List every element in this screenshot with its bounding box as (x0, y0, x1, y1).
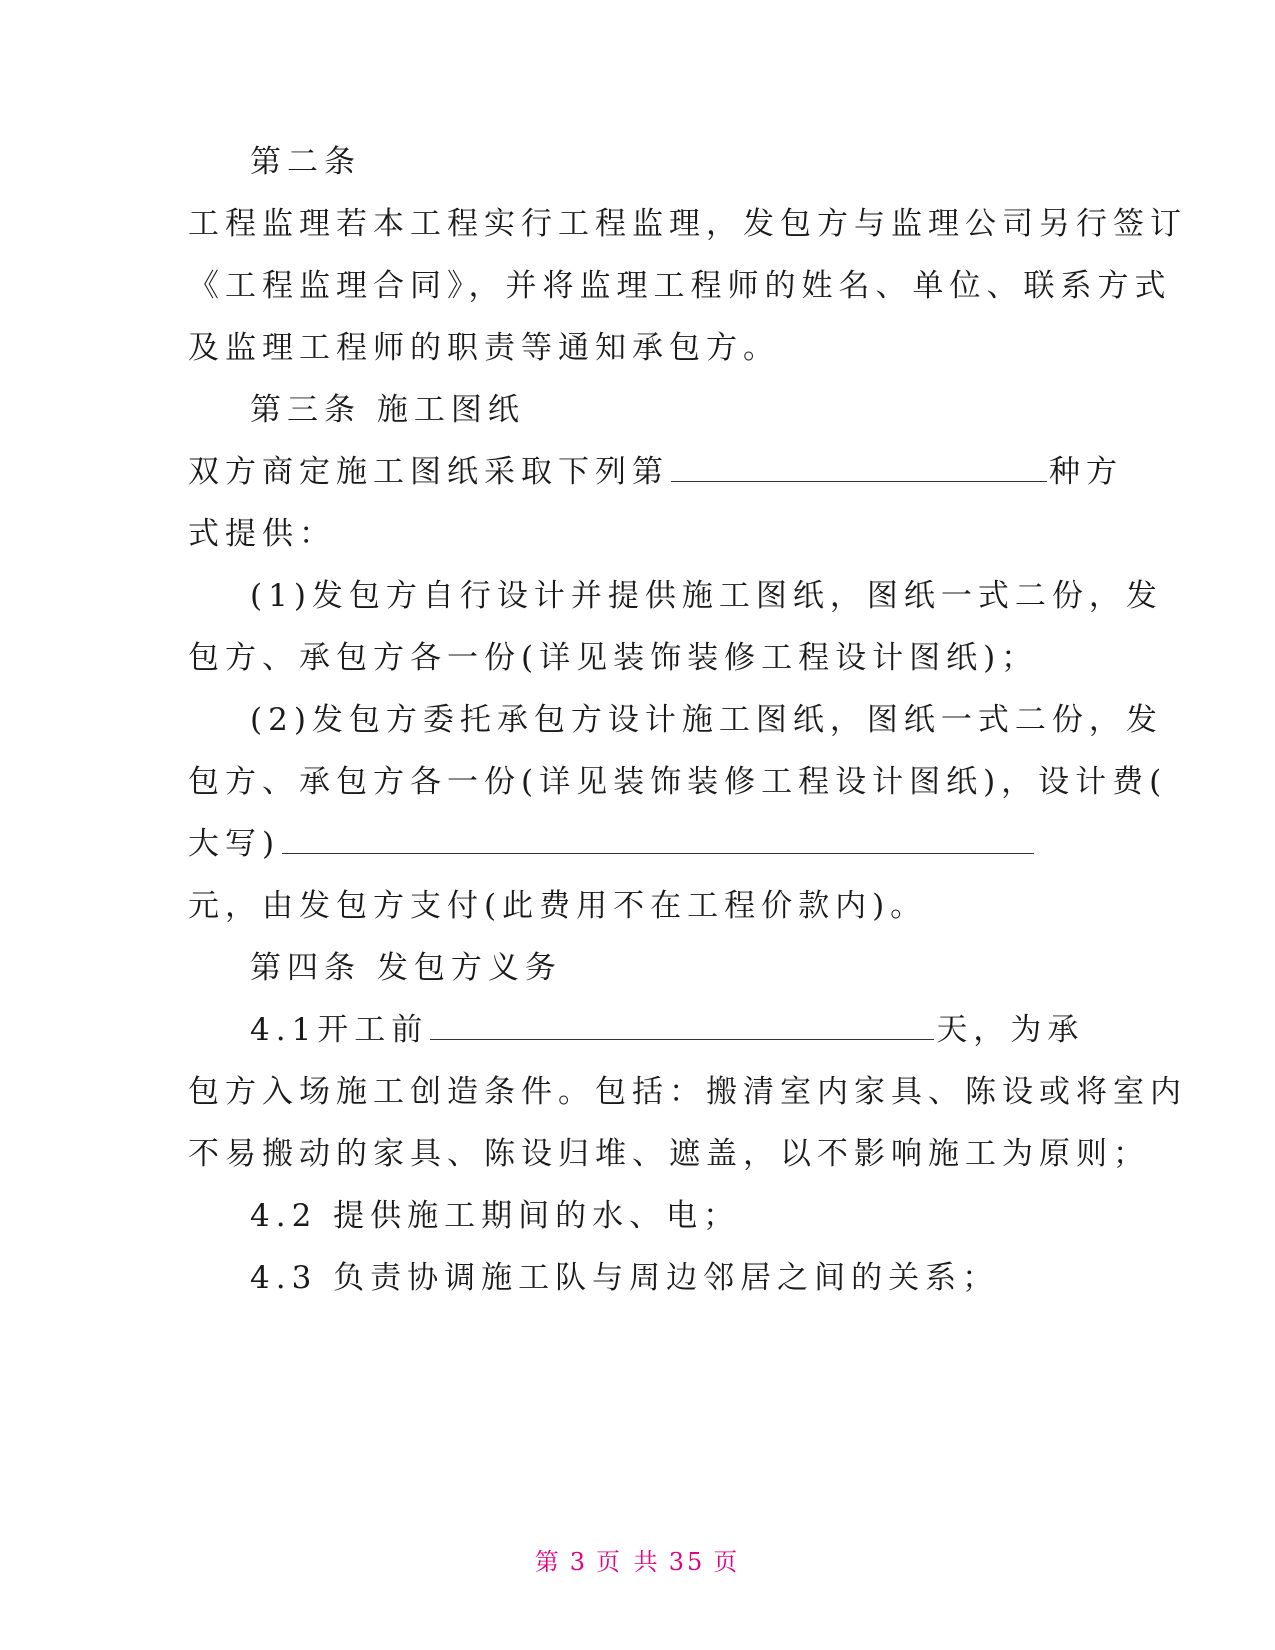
clause-4-1-line (250, 1010, 1150, 1050)
paragraph-line: 及监理工程师的职责等通知承包方。 (188, 330, 780, 366)
footer-prefix: 第 (534, 1548, 562, 1576)
drawing-method-label: 双方商定施工图纸采取下列第 (188, 454, 669, 490)
days-before-start-blank[interactable] (430, 1013, 934, 1040)
paragraph-line: 包方、承包方各一份(详见装饰装修工程设计图纸)，设计费( (188, 764, 1168, 800)
footer-total-pages: 35 (668, 1548, 706, 1576)
design-fee-blank[interactable] (282, 827, 1034, 854)
page-footer (0, 1542, 1275, 1577)
paragraph-line: 包方、承包方各一份(详见装饰装修工程设计图纸)； (188, 640, 1039, 676)
paragraph-line: 元，由发包方支付(此费用不在工程价款内)。 (188, 888, 928, 924)
paragraph-line: 式提供： (188, 516, 336, 552)
footer-page-number: 3 (569, 1548, 589, 1576)
footer-suffix: 页 (713, 1548, 741, 1576)
drawing-method-blank[interactable] (671, 455, 1047, 482)
option-1-line: (1)发包方自行设计并提供施工图纸，图纸一式二份，发 (250, 578, 1163, 614)
drawing-method-suffix: 种方 (1049, 454, 1123, 490)
paragraph-line: 工程监理若本工程实行工程监理，发包方与监理公司另行签订 (188, 206, 1187, 242)
article-2-heading: 第二条 (250, 144, 361, 180)
option-2-line: (2)发包方委托承包方设计施工图纸，图纸一式二份，发 (250, 702, 1163, 738)
footer-middle: 页 共 (596, 1548, 661, 1576)
clause-4-1-label: 4.1开工前 (250, 1012, 429, 1048)
paragraph-line: 包方入场施工创造条件。包括：搬清室内家具、陈设或将室内 (188, 1074, 1187, 1110)
article-3-heading: 第三条 施工图纸 (250, 392, 525, 428)
clause-4-2-line: 4.2 提供施工期间的水、电； (250, 1198, 741, 1234)
clause-4-1-suffix: 天，为承 (936, 1012, 1085, 1048)
paragraph-line (188, 824, 1088, 864)
paragraph-line: 不易搬动的家具、陈设归堆、遮盖，以不影响施工为原则； (188, 1136, 1150, 1172)
design-fee-label: 大写) (188, 826, 281, 862)
paragraph-line (188, 452, 1123, 492)
article-4-heading: 第四条 发包方义务 (250, 950, 562, 986)
clause-4-3-line: 4.3 负责协调施工队与周边邻居之间的关系； (250, 1260, 1000, 1296)
paragraph-line: 《工程监理合同》，并将监理工程师的姓名、单位、联系方式 (188, 268, 1172, 304)
